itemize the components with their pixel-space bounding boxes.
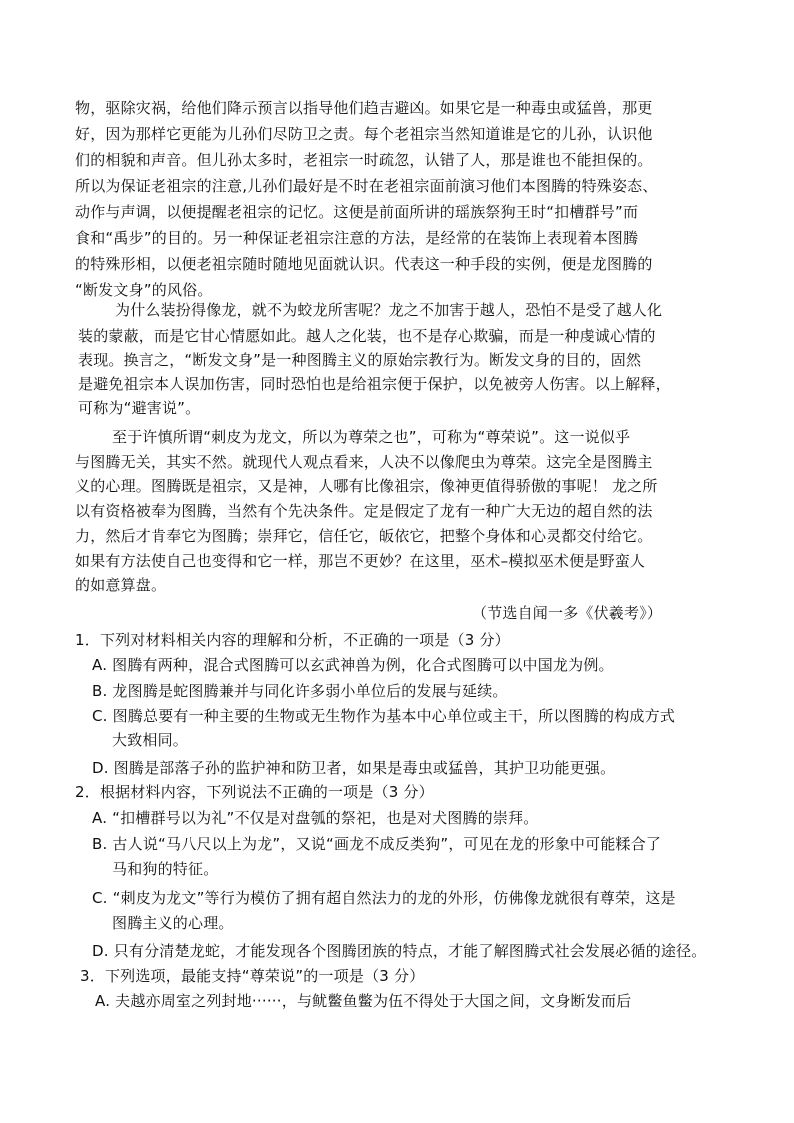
passage-line: 义的心理。图腾既是祖宗，又是神，人哪有比像祖宗，像神更值得骄傲的事呢！ 龙之所	[75, 477, 658, 495]
passage-line: 表现。换言之，“断发文身”是一种图腾主义的原始宗教行为。断发文身的目的，固然	[78, 351, 642, 369]
passage-line: 动作与声调，以便提醒老祖宗的记忆。这便是前面所讲的瑶族祭狗王时“扣槽群号”而	[75, 203, 639, 221]
passage-line: 可称为“避害说”。	[78, 399, 201, 417]
passage-line: 至于许慎所谓“刺皮为龙文，所以为尊荣之也”，可称为“尊荣说”。这一说似乎	[112, 428, 631, 446]
passage-line: 们的相貌和声音。但儿孙太多时，老祖宗一时疏忽，认错了人，那是谁也不能担保的。	[75, 151, 653, 169]
passage-line: 的特殊形相，以便老祖宗随时随地见面就认识。代表这一种手段的实例，便是龙图腾的	[75, 255, 653, 273]
passage-line: 好，因为那样它更能为儿孙们尽防卫之责。每个老祖宗当然知道谁是它的儿孙，认识他	[75, 125, 653, 143]
option-c: C. 图腾总要有一种主要的生物或无生物作为基本中心单位或主干，所以图腾的构成方式	[92, 707, 676, 725]
option-b-continued: 马和狗的特征。	[112, 860, 219, 878]
question-stem: 3．下列选项，最能支持“尊荣说”的一项是（3 分）	[80, 967, 425, 985]
option-d: D. 只有分清楚龙蛇，才能发现各个图腾团族的特点，才能了解图腾式社会发展必循的途径。	[92, 942, 707, 960]
passage-line: 与图腾无关，其实不然。就现代人观点看来，人决不以像爬虫为尊荣。这完全是图腾主	[75, 453, 653, 471]
passage-line: 的如意算盘。	[75, 576, 167, 594]
passage-line: 为什么装扮得像龙，就不为蛟龙所害呢？龙之不加害于越人，恐怕不是受了越人化	[115, 301, 663, 319]
question-stem: 1．下列对材料相关内容的理解和分析，不正确的一项是（3 分）	[75, 631, 510, 649]
option-a: A. 图腾有两种，混合式图腾可以玄武神兽为例，化合式图腾可以中国龙为例。	[92, 656, 614, 674]
option-c-continued: 图腾主义的心理。	[112, 914, 234, 932]
option-c-continued: 大致相同。	[112, 731, 189, 749]
passage-line: 物，驱除灾祸，给他们降示预言以指导他们趋吉避凶。如果它是一种毒虫或猛兽，那更	[75, 99, 653, 117]
passage-line: “断发文身”的风俗。	[75, 281, 213, 299]
option-a: A. “扣槽群号以为礼”不仅是对盘瓠的祭祀，也是对犬图腾的崇拜。	[92, 809, 539, 827]
passage-line: 以有资格被奉为图腾，当然有个先决条件。定是假定了龙有一种广大无边的超自然的法	[75, 502, 653, 520]
option-a: A. 夫越亦周室之列封地······，与鱿鳖鱼鳖为伍不得处于大国之间，文身断发而后	[95, 992, 632, 1010]
option-b: B. 古人说“马八尺以上为龙”，又说“画龙不成反类狗”，可见在龙的形象中可能糅合了	[92, 835, 662, 853]
option-b: B. 龙图腾是蛇图腾兼并与同化许多弱小单位后的发展与延续。	[92, 682, 508, 700]
passage-source: （节选自闻一多《伏羲考》）	[472, 604, 663, 622]
passage-line: 如果有方法使自己也变得和它一样，那岂不更妙？在这里，巫术–模拟巫术便是野蛮人	[75, 552, 646, 570]
question-stem: 2．根据材料内容，下列说法不正确的一项是（3 分）	[75, 783, 434, 801]
option-c: C. “刺皮为龙文”等行为模仿了拥有超自然法力的龙的外形，仿佛像龙就很有尊荣，这是	[92, 889, 676, 907]
passage-line: 所以为保证老祖宗的注意,儿孙们最好是不时在老祖宗面前演习他们本图腾的特殊姿态、	[75, 177, 658, 195]
passage-line: 装的蒙蔽，而是它甘心情愿如此。越人之化装，也不是存心欺骗，而是一种虔诚心情的	[78, 327, 656, 345]
passage-line: 食和“禹步”的目的。另一种保证老祖宗注意的方法，是经常的在装饰上表现着本图腾	[75, 229, 639, 247]
passage-line: 力，然后才肯奉它为图腾；崇拜它，信任它，皈依它，把整个身体和心灵都交付给它。	[75, 527, 653, 545]
option-d: D. 图腾是部落子孙的监护神和防卫者，如果是毒虫或猛兽，其护卫功能更强。	[92, 759, 616, 777]
passage-line: 是避免祖宗本人误加伤害，同时恐怕也是给祖宗便于保护，以免被旁人伤害。以上解释，	[78, 375, 671, 393]
